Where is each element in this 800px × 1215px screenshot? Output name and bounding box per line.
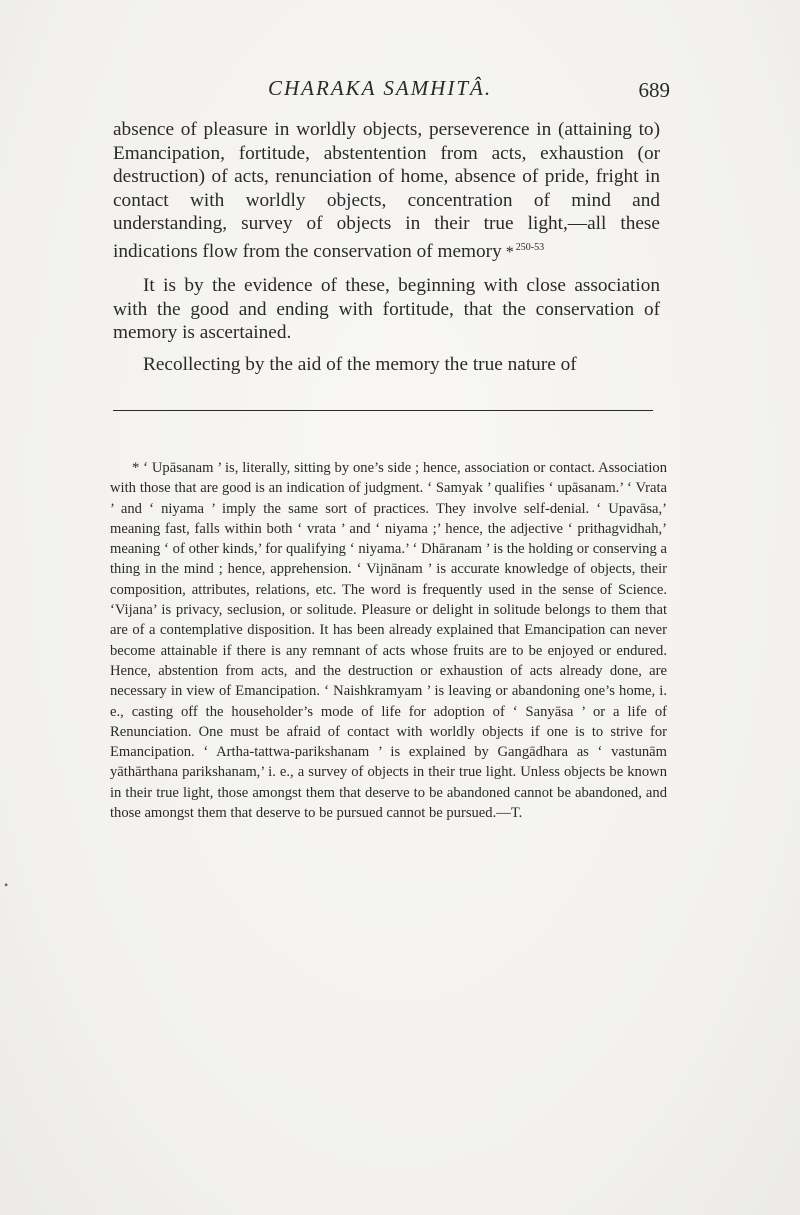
paragraph-1-text: absence of pleasure in worldly objects, perseverence in (attaining to) Emancipation, fortitude, abstentention from acts, exhaustion (or destruction) of acts, renunciation of home, absence of pride, fright in contact with worldly objects, concentration of mind and understanding, survey of objects in their true light,—all these indications flow from the conservation of memory (113, 119, 660, 262)
paragraph-3: Recollecting by the aid of the memory the true nature of (143, 353, 577, 375)
main-text (113, 118, 660, 384)
footnote-divider (113, 410, 653, 411)
footnote (110, 458, 667, 823)
verse-reference: 250-53 (515, 241, 545, 253)
footnote-marker: * (505, 243, 514, 261)
page-number: 689 (638, 78, 670, 102)
margin-speck: • (4, 878, 9, 892)
footnote-text: * ‘ Upāsanam ’ is, literally, sitting by one’s side ; hence, association or contact. Association with those that are good is an indication of judgment. ‘ Samyak ’ qualifies ‘ upāsanam.’ ‘ Vrata ’ and ‘ niyama ’ imply the same sort of practices. They involve self-denial. ‘ Upavāsa,’ meaning fast, falls within both ‘ vrata ’ and ‘ niyama ;’ hence, the adjective ‘ prithagvidhah,’ meaning ‘ of other kinds,’ for qualifying ‘ niyama.’ ‘ Dhāranam ’ is the holding or conserving a thing in the mind ; hence, apprehension. ‘ Vijnānam ’ is accurate knowledge of objects, their composition, attributes, relations, etc. The word is frequently used in the sense of Science. ‘Vijana’ is privacy, seclusion, or solitude. Pleasure or delight in solitude belongs to them that are of a contemplative disposition. It has been already explained that Emancipation can never become attainable if there is any remnant of acts whose fruits are to be enjoyed or endured. Hence, abstention from acts, and the destruction or exhaustion of acts already done, are necessary in view of Emancipation. ‘ Naishkramyam ’ is leaving or abandoning one’s home, i. e., casting off the householder’s mode of life for adoption of ‘ Sanyāsa ’ or a life of Renunciation. One must be afraid of contact with worldly objects if one is to strive for Emancipation. ‘ Artha-tattwa-parikshanam ’ is explained by Gangādhara as ‘ vastunām yāthārthana parikshanam,’ i. e., a survey of objects in their true light. Unless objects be known in their true light, those amongst them that deserve to be abandoned cannot be abandoned, and those amongst them that deserve to be pursued cannot be pursued.—T. (110, 460, 667, 822)
paragraph-continuation (113, 118, 660, 264)
paragraph-2: It is by the evidence of these, beginning with close association with the good and ending with fortitude, that the conservation of memory is ascertained. (113, 275, 660, 343)
running-header (110, 76, 670, 106)
running-title: CHARAKA SAMHITÂ. (268, 76, 493, 100)
